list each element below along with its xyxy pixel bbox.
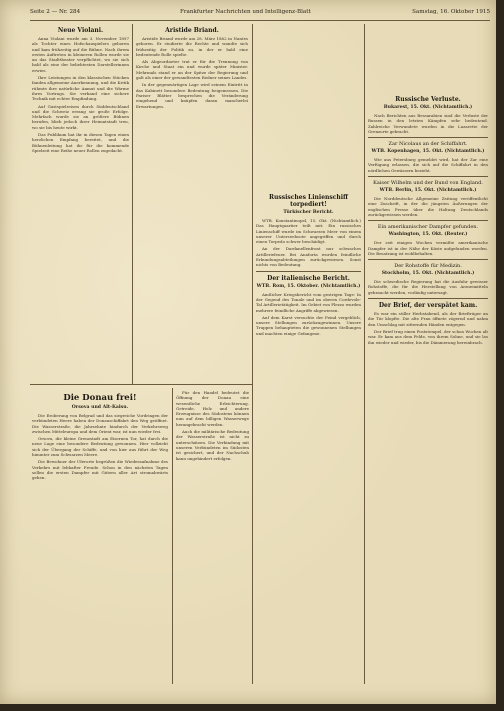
article-paragraph: Die Norddeutsche Allgemeine Zeitung veröffentlicht eine Zuschrift, in der die jüngsten Äußerungen der englischen Presse über die Haltung Deutschlands zurückgewiesen werden. bbox=[368, 196, 488, 217]
article-title: Neue Violani. bbox=[57, 27, 104, 34]
article-paragraph: Als Abgeordneter trat er für die Trennung von Kirche und Staat ein und wurde später Minister. Mehrmals stand er an der Spitze der Regierung und galt als einer der gewandtesten Redner seines Landes. bbox=[136, 59, 248, 81]
horizontal-rule bbox=[30, 384, 252, 385]
article-paragraph: Der Brief trug einen Poststempel, der schon Wochen alt war. Er kam aus dem Felde, von ihrem Sohne, und sie las ihn wieder und wieder, bis die Dämmerung hereinbrach. bbox=[368, 328, 488, 345]
article-paragraph: Auf Gastspielreisen durch Süddeutschland und die Schweiz errang sie große Erfolge. Mehrfach wurde sie an größere Bühnen berufen, blieb jedoch ihrer Heimatstadt treu, wo sie bis heute wirkt. bbox=[32, 103, 129, 130]
column-four bbox=[368, 24, 488, 680]
article-separator bbox=[256, 271, 361, 272]
book-binding-bottom bbox=[0, 704, 504, 711]
column-rule bbox=[364, 24, 365, 684]
article-separator bbox=[368, 176, 488, 177]
article-separator bbox=[368, 220, 488, 221]
article-dateline: WTB. Kopenhagen, 15. Okt. (Nichtamtlich.) bbox=[371, 149, 485, 155]
article-separator bbox=[368, 137, 488, 138]
article-paragraph: Die schwedische Regierung hat die Ausfuhr gewisser Rohstoffe, die für die Herstellung von Arzneimitteln gebraucht werden, vorläufig untersagt. bbox=[368, 279, 488, 295]
article-paragraph: Die Eroberung von Belgrad und das siegreiche Vordringen der verbündeten Heere haben der Donauschiffahrt den Weg geöffnet. Die Wasserstraße, die Jahrzehnte hindurch der Verkehrsweg zwischen Mitteleuropa und dem Orient war, ist nun wieder frei. bbox=[32, 413, 168, 434]
article-aristide-briand bbox=[136, 24, 248, 380]
article-dateline: WTB. Berlin, 15. Okt. (Nichtamtlich.) bbox=[379, 188, 477, 194]
article-paragraph: Der seit einigen Wochen vermißte amerikanische Dampfer ist in der Nähe der Küste aufgefunden worden. Die Besatzung ist wohlbehalten. bbox=[368, 240, 488, 256]
article-paragraph: Das Publikum hat ihr in diesen Tagen einen herzlichen Empfang bereitet, und die Bühnenleitung hat ihr für die kommende Spielzeit eine Reihe neuer Rollen zugedacht. bbox=[32, 132, 129, 153]
article-paragraph: Es war ein stiller Herbstabend, als der Briefträger an die Tür klopfte. Die alte Frau öffnete zögernd und nahm den Umschlag mit zitternden Händen entgegen. bbox=[368, 311, 488, 327]
article-paragraph: Orsova, die kleine Grenzstadt am Eisernen Tor, hat durch die neue Lage eine besondere Bedeutung gewonnen. Hier vollzieht sich der Übergang der Schiffe, und von hier aus führt der Weg hinunter zum Schwarzen Meere. bbox=[32, 436, 168, 458]
article-paragraph: Anna Violani wurde am 3. November 1897 als Tochter eines Hofschauspielers geboren und kam frühzeitig auf die Bühne. Nach ihrem ersten Auftreten in kleineren Rollen wurde sie an das Stadttheater verpflichtet, wo sie sich bald als eine der beliebtesten Darstellerinnen erwies. bbox=[32, 36, 129, 73]
article-title: Russische Verluste. bbox=[395, 96, 461, 103]
article-paragraph: Auf dem Karst versuchte der Feind vergeblich, unsere Stellungen zurückzugewinnen. Unsere Truppen behaupteten die gewonnenen Stellungen und machten einige Gefangene. bbox=[256, 314, 361, 336]
column-rule bbox=[132, 24, 133, 384]
article-die-donau-frei bbox=[32, 390, 168, 682]
newspaper-title: Frankfurter Nachrichten und Intelligenz-Blatt bbox=[180, 9, 311, 15]
article-title: Aristide Briand. bbox=[165, 27, 219, 34]
article-separator bbox=[368, 259, 488, 260]
column-rule bbox=[172, 388, 173, 684]
column-three bbox=[256, 24, 361, 680]
article-title: Ein amerikanischer Dampfer gefunden. bbox=[377, 224, 479, 231]
article-die-donau-frei-continued bbox=[176, 390, 249, 682]
article-paragraph: Wie aus Petersburg gemeldet wird, hat der Zar eine Verfügung erlassen, die sich auf die Schiffahrt in den nördlichen Gewässern bezieht. bbox=[368, 157, 488, 173]
article-paragraph: Amtlicher Kriegsbericht vom gestrigen Tage: In der Gegend des Tonale und im oberen Cordevole-Tal Artillerietätigkeit. Im Gebiet von Plezzo wurden mehrere feindliche Angriffe abgewiesen. bbox=[256, 291, 361, 313]
article-title: Die Donau frei! bbox=[63, 393, 137, 403]
article-dateline: Washington, 15. Okt. (Reuter.) bbox=[388, 232, 468, 238]
article-title: Russisches Linienschiff torpediert! bbox=[269, 194, 348, 208]
article-paragraph: WTB. Konstantinopel, 15. Okt. (Nichtamtlich.) Das Hauptquartier teilt mit: Ein russisches Linienschiff wurde im Schwarzen Meer von einem unserer Unterseeboote angegriffen und durch einen Torpedo schwer beschädigt. bbox=[256, 218, 361, 245]
article-dateline: Stockholm, 15. Okt. (Nichtamtlich.) bbox=[381, 271, 475, 277]
article-subtitle: WTB. Rom, 15. Oktober. (Nichtamtlich.) bbox=[256, 283, 361, 289]
article-subtitle: Türkischer Bericht. bbox=[283, 210, 334, 215]
article-title: Der Rohstoffe für Medizin. bbox=[394, 263, 462, 270]
article-title: Der Brief, der verspätet kam. bbox=[378, 302, 478, 310]
article-paragraph: In der gegenwärtigen Lage wird seinem Eintritt in das Kabinett besondere Bedeutung beigemessen. Die Pariser Blätter besprechen die Veränderung eingehend und knüpfen daran mancherlei Erwartungen. bbox=[136, 82, 248, 109]
book-binding-edge bbox=[496, 0, 504, 711]
page-header bbox=[30, 6, 490, 21]
article-subtitle: Orsova und Alt-Kalsu. bbox=[71, 405, 129, 410]
article-title: Der italienische Bericht. bbox=[267, 274, 350, 282]
article-separator bbox=[368, 298, 488, 299]
article-paragraph: Aristide Briand wurde am 28. März 1862 in Nantes geboren. Er studierte die Rechte und wandte sich frühzeitig der Politik zu, in der er bald eine bedeutende Rolle spielte. bbox=[136, 36, 248, 57]
article-neue-violani bbox=[32, 24, 129, 380]
article-paragraph: Für den Handel bedeutet die Öffnung der Donau eine wesentliche Erleichterung. Getreide, Holz und andere Erzeugnisse des Südostens können nun auf dem billigen Wasserwege herangebracht werden. bbox=[176, 390, 249, 427]
column-rule bbox=[252, 24, 253, 684]
article-paragraph: Auch die militärische Bedeutung der Wasserstraße ist nicht zu unterschätzen. Die Verbindung mit unseren Verbündeten im Südosten ist gesichert, und der Nachschub kann ungehindert erfolgen. bbox=[176, 429, 249, 461]
issue-date: Samstag, 16. Oktober 1915 bbox=[412, 9, 490, 15]
article-paragraph: Nach Berichten aus Bessarabien sind die Verluste der Russen in den letzten Kämpfen sehr bedeutend. Zahlreiche Verwundete wurden in die Lazarette der Grenzorte gebracht. bbox=[368, 113, 488, 134]
article-paragraph: Die Bewohner der Uferorte begrüßen die Wiederaufnahme des Verkehrs mit lebhafter Freude. Schon in den nächsten Tagen sollen die ersten Dampfer mit Gütern aller Art stromabwärts gehen. bbox=[32, 459, 168, 481]
article-dateline: Bukarest, 15. Okt. (Nichtamtlich.) bbox=[383, 105, 473, 110]
article-title: Zar Nicolaus an der Schiffahrt. bbox=[388, 141, 468, 148]
article-paragraph: An der Dardanellenfront nur schwaches Artilleriefeuer. Bei Anaforta wurden feindliche Erkundungsabteilungen zurückgewiesen. Sonst nichts von Bedeutung. bbox=[256, 246, 361, 268]
article-title: Kaiser Wilhelm und der Bund von England. bbox=[373, 180, 483, 187]
article-paragraph: Ihre Leistungen in den klassischen Stücken fanden allgemeine Anerkennung, und die Kritik rühmte ihre natürliche Anmut und die Wärme ihres Vortrags. Sie verband eine sichere Technik mit echter Empfindung. bbox=[32, 75, 129, 102]
page-number: Seite 2 — Nr. 284 bbox=[30, 9, 81, 15]
